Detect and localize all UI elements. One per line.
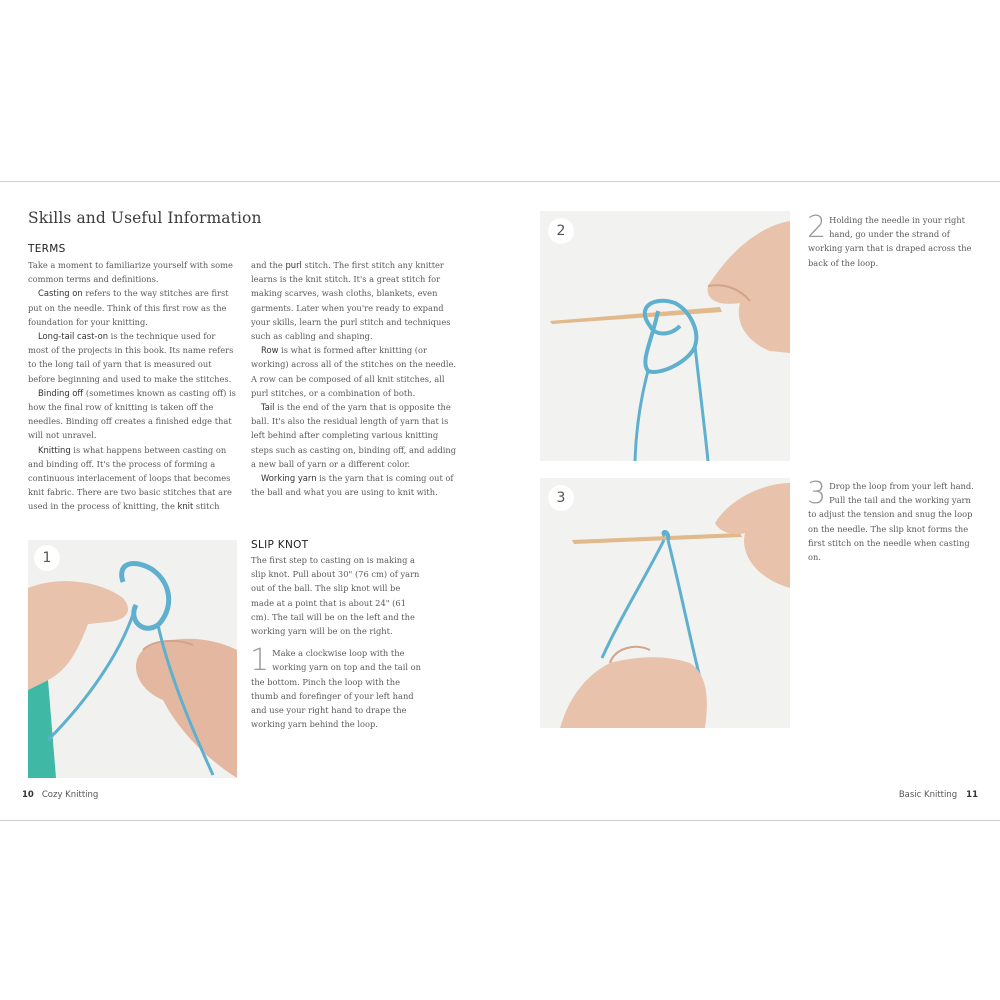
step-3-number: 3: [807, 476, 827, 511]
step-3-text: 3 Drop the loop from your left hand. Pull the tail and the working yarn to adjust the tension and snug the loop on the needle. The slip knot forms the first stitch on the needle when casting on.: [807, 476, 974, 563]
left-footer-title: Cozy Knitting: [41, 790, 99, 800]
step-1-text: 1 Make a clockwise loop with the working yarn on top and the tail on the bottom. Pinch the loop with the thumb and forefinger of your left hand and use your right hand to drape the working yarn behind the loop.: [250, 643, 421, 730]
left-page-number: 10: [22, 790, 34, 800]
step-2-text: 2 Holding the needle in your right hand, go under the strand of working yarn that is draped across the back of the loop.: [807, 210, 972, 268]
working-yarn-definition: Working yarn is the yarn that is coming out of the ball and what you are using to knit with.: [251, 473, 454, 498]
book-spread: [0, 181, 1000, 821]
terms-column-2: [251, 258, 461, 499]
photo-step-2: [540, 211, 790, 461]
page-title: Skills and Useful Information: [28, 209, 262, 227]
slip-knot-intro: The first step to casting on is making a slip knot. Pull about 30" (76 cm) of yarn out of the ball. The slip knot will be made at a point that is about 24" (61 cm). The tail will be on the left and the working yarn will be on the right.: [251, 555, 420, 637]
right-page-number: 11: [966, 790, 978, 800]
binding-off-definition: Binding off (sometimes known as casting off) is how the final row of knitting is taken off the needles. Binding off creates a finished edge that will not unravel.: [28, 387, 236, 441]
intro-paragraph: Take a moment to familiarize yourself with some common terms and definitions.: [28, 260, 233, 285]
terms-column-1: [28, 258, 238, 514]
photo-step-3: [540, 478, 790, 728]
casting-on-definition: Casting on refers to the way stitches are first put on the needle. Think of this first row as the foundation for your knitting.: [28, 288, 229, 327]
photo-3-number: 3: [548, 485, 574, 511]
slip-knot-heading: SLIP KNOT: [251, 539, 309, 551]
long-tail-definition: Long-tail cast-on is the technique used for most of the projects in this book. Its name refers to the long tail of yarn that is measured out before beginning and used to make the stitches.: [28, 331, 234, 384]
step-1-number: 1: [250, 643, 270, 679]
knitting-definition: Knitting is what happens between casting on and binding off. It's the process of forming a continuous interlacement of loops that becomes knit fabric. There are two basic stitches that are used in the process of knitting, the knit stitch: [28, 444, 232, 512]
left-footer: [22, 790, 98, 800]
photo-1-illustration: [28, 540, 237, 778]
slip-knot-text: [251, 553, 421, 731]
photo-2-illustration: [540, 211, 790, 461]
purl-definition: and the purl stitch. The first stitch any knitter learns is the knit stitch. It's a great stitch for making scarves, wash cloths, blankets, even garments. Later when you're ready to expand your skills, learn the purl stitch and techniques such as cabling and shaping.: [251, 260, 451, 342]
photo-2-number: 2: [548, 218, 574, 244]
right-footer: [899, 790, 978, 800]
photo-1-number: 1: [34, 545, 60, 571]
tail-definition: Tail is the end of the yarn that is opposite the ball. It's also the residual length of yarn that is left behind after completing various knitting steps such as casting on, binding off, and adding a new ball of yarn or a different color.: [251, 402, 457, 469]
row-definition: Row is what is formed after knitting (or working) across all of the stitches on the needle. A row can be composed of all knit stitches, all purl stitches, or a combination of both.: [251, 345, 457, 398]
right-footer-title: Basic Knitting: [898, 790, 958, 800]
photo-3-illustration: [540, 478, 790, 728]
terms-heading: TERMS: [28, 243, 66, 255]
step-2-number: 2: [807, 210, 827, 245]
photo-step-1: [28, 540, 237, 778]
